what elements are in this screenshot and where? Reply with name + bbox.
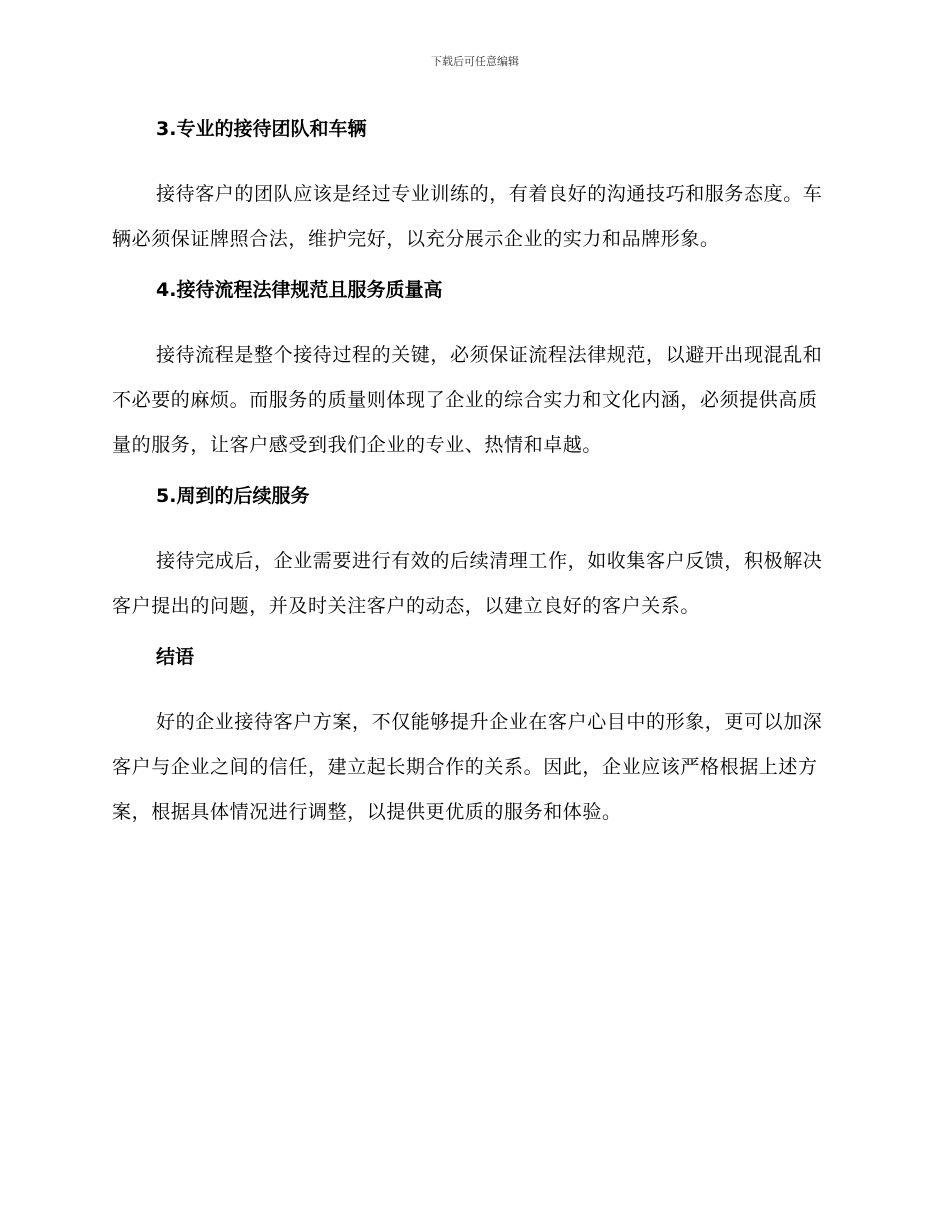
document-body [112, 114, 830, 848]
section-heading-follow-up: 5.周到的后续服务 [156, 485, 310, 507]
section-paragraph-conclusion: 好的企业接待客户方案，不仅能够提升企业在客户心目中的形象，更可以加深客户与企业之间的信任，建立起长期合作的关系。因此，企业应该严格根据上述方案，根据具体情况进行调整，以提供更优质的服务和体验。 [112, 711, 823, 823]
section-paragraph-process-quality: 接待流程是整个接待过程的关键，必须保证流程法律规范，以避开出现混乱和不必要的麻烦。而服务的质量则体现了企业的综合实力和文化内涵，必须提供高质量的服务，让客户感受到我们企业的专业、热情和卓越。 [112, 344, 823, 456]
section-heading-team-vehicles: 3.专业的接待团队和车辆 [156, 118, 367, 140]
page-header: 下载后可任意编辑 [431, 55, 519, 68]
section-paragraph-follow-up: 接待完成后，企业需要进行有效的后续清理工作，如收集客户反馈，积极解决客户提出的问题，并及时关注客户的动态，以建立良好的客户关系。 [112, 550, 823, 617]
section-heading-process-quality: 4.接待流程法律规范且服务质量高 [156, 279, 443, 301]
section-heading-conclusion: 结语 [156, 646, 195, 668]
section-paragraph-team-vehicles: 接待客户的团队应该是经过专业训练的，有着良好的沟通技巧和服务态度。车辆必须保证牌照合法，维护完好，以充分展示企业的实力和品牌形象。 [112, 183, 823, 250]
